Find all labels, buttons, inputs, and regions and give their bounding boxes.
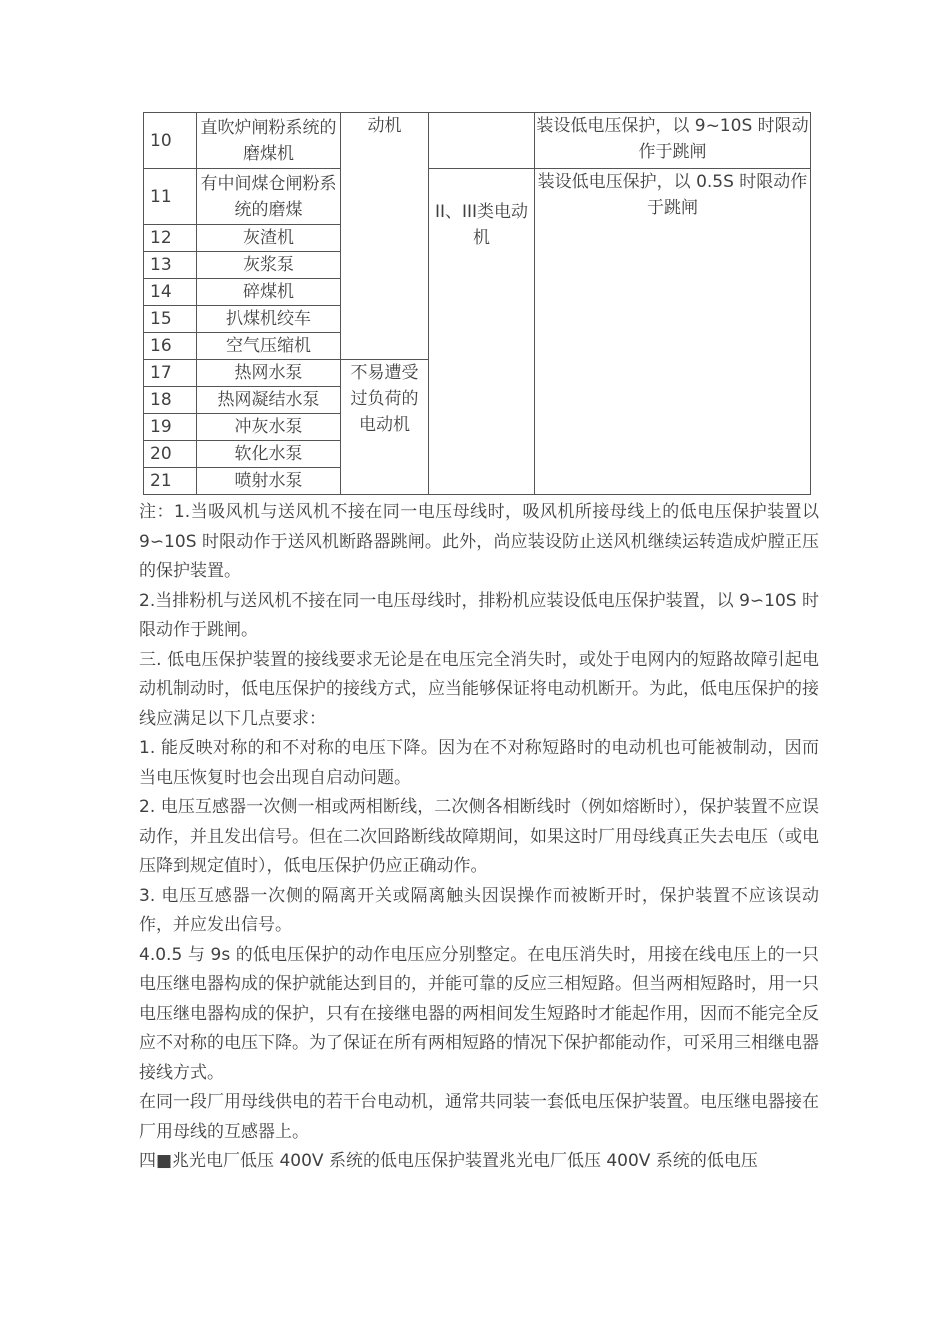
row-number: 15 bbox=[144, 306, 197, 333]
equipment-name: 软化水泵 bbox=[197, 441, 341, 468]
equipment-name: 碎煤机 bbox=[197, 279, 341, 306]
equipment-name: 直吹炉闸粉系统的磨煤机 bbox=[197, 113, 341, 169]
equipment-name: 灰渣机 bbox=[197, 225, 341, 252]
class-blank-cell bbox=[429, 113, 535, 169]
note-2: 2.当排粉机与送风机不接在同一电压母线时，排粉机应装设低电压保护装置，以 9∽10S 时限动作于跳闸。 bbox=[139, 590, 819, 640]
requirement-top: 装设低电压保护，以 9~10S 时限动作于跳闸 bbox=[535, 113, 811, 169]
row-number: 13 bbox=[144, 252, 197, 279]
row-number: 12 bbox=[144, 225, 197, 252]
shared-device-paragraph: 在同一段厂用母线供电的若干台电动机，通常共同装一套低电压保护装置。电压继电器接在厂用母线的互感器上。 bbox=[139, 1092, 819, 1142]
requirement-bottom: 装设低电压保护，以 0.5S 时限动作于跳闸 bbox=[535, 169, 811, 495]
motor-class-label: II、III类电动机 bbox=[429, 169, 535, 495]
requirement-3: 3. 电压互感器一次侧的隔离开关或隔离触头因误操作而被断开时，保护装置不应该误动作，并应发出信号。 bbox=[139, 885, 819, 935]
equipment-name: 有中间煤仓闸粉系统的磨煤 bbox=[197, 169, 341, 225]
motor-type-bottom: 不易遭受过负荷的电动机 bbox=[341, 360, 429, 495]
equipment-name: 喷射水泵 bbox=[197, 468, 341, 495]
row-number: 11 bbox=[144, 169, 197, 225]
row-number: 20 bbox=[144, 441, 197, 468]
row-number: 16 bbox=[144, 333, 197, 360]
row-number: 14 bbox=[144, 279, 197, 306]
equipment-name: 冲灰水泵 bbox=[197, 414, 341, 441]
equipment-name: 热网凝结水泵 bbox=[197, 387, 341, 414]
row-number: 17 bbox=[144, 360, 197, 387]
row-number: 10 bbox=[144, 113, 197, 169]
motor-type-top: 动机 bbox=[341, 113, 429, 360]
requirement-1: 1. 能反映对称的和不对称的电压下降。因为在不对称短路时的电动机也可能被制动，因而当电压恢复时也会出现自启动问题。 bbox=[139, 738, 819, 788]
protection-table bbox=[143, 112, 811, 495]
equipment-name: 热网水泵 bbox=[197, 360, 341, 387]
section-3-intro: 三. 低电压保护装置的接线要求无论是在电压完全消失时，或处于电网内的短路故障引起电动机制动时，低电压保护的接线方式，应当能够保证将电动机断开。为此，低电压保护的接线应满足以下几点要求： bbox=[139, 649, 819, 729]
row-number: 21 bbox=[144, 468, 197, 495]
equipment-name: 空气压缩机 bbox=[197, 333, 341, 360]
document-body bbox=[139, 498, 819, 1177]
requirement-4: 4.0.5 与 9s 的低电压保护的动作电压应分别整定。在电压消失时，用接在线电压上的一只电压继电器构成的保护就能达到目的，并能可靠的反应三相短路。但当两相短路时，用一只电压继电器构成的保护，只有在接继电器的两相间发生短路时才能起作用，因而不能完全反应不对称的电压下降。为了保证在所有两相短路的情况下保护都能动作，可采用三相继电器接线方式。 bbox=[139, 944, 819, 1083]
note-1: 注：1.当吸风机与送风机不接在同一电压母线时，吸风机所接母线上的低电压保护装置以 9∽10S 时限动作于送风机断路器跳闸。此外，尚应装设防止送风机继续运转造成炉膛正压的保护装置。 bbox=[139, 502, 819, 581]
row-number: 18 bbox=[144, 387, 197, 414]
equipment-name: 灰浆泵 bbox=[197, 252, 341, 279]
equipment-name: 扒煤机绞车 bbox=[197, 306, 341, 333]
section-4-heading: 四■兆光电厂低压 400V 系统的低电压保护装置兆光电厂低压 400V 系统的低电压 bbox=[139, 1151, 758, 1171]
requirement-2: 2. 电压互感器一次侧一相或两相断线，二次侧各相断线时（例如熔断时），保护装置不应误动作，并且发出信号。但在二次回路断线故障期间，如果这时厂用母线真正失去电压（或电压降到规定值时），低电压保护仍应正确动作。 bbox=[139, 797, 819, 876]
row-number: 19 bbox=[144, 414, 197, 441]
